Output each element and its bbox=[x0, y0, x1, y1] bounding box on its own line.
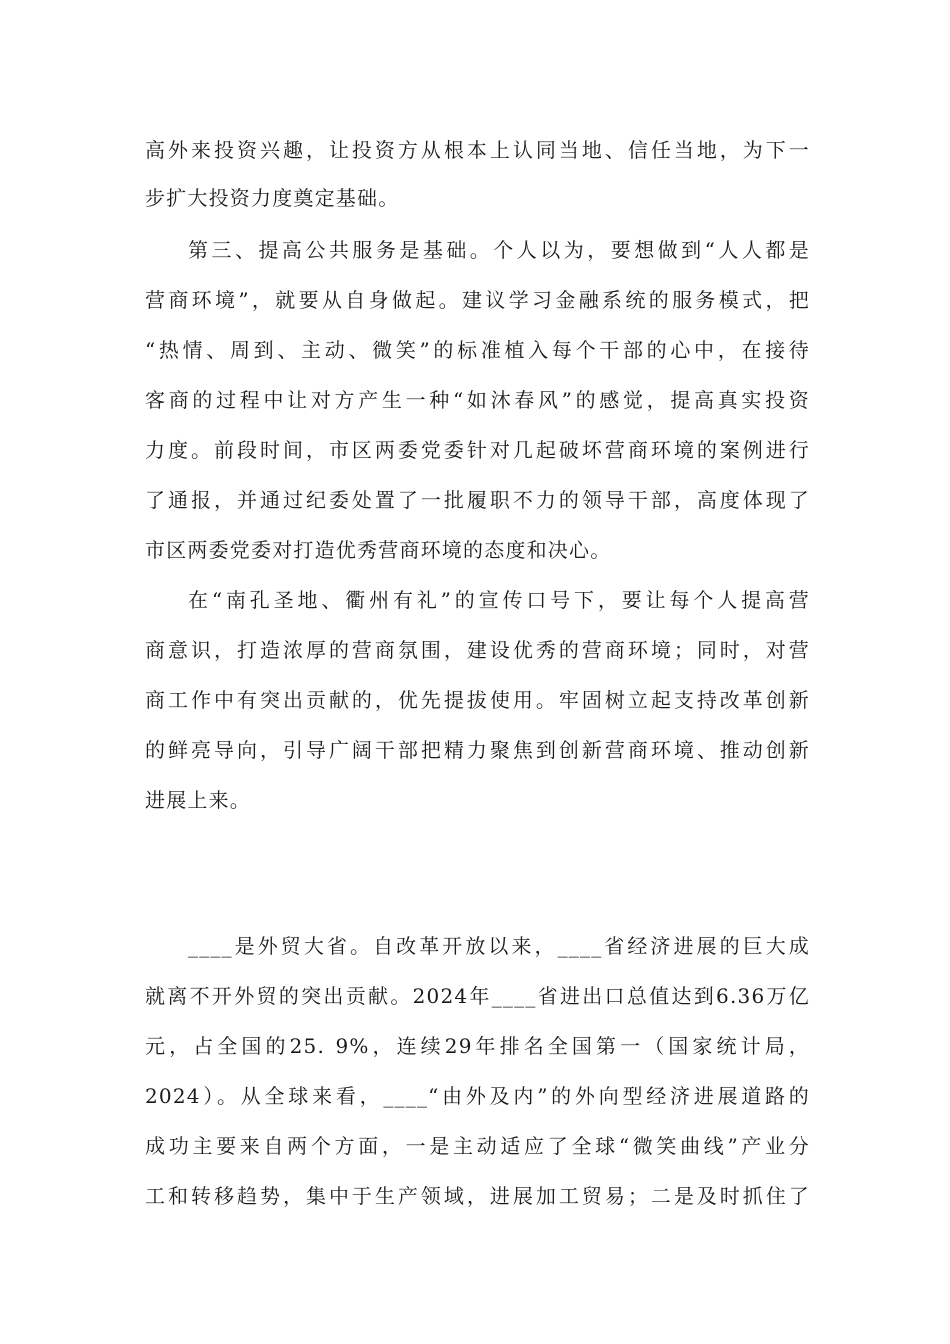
text-line: 步扩大投资力度奠定基础。 bbox=[145, 186, 400, 210]
text-line: “热情、周到、主动、微笑”的标准植入每个干部的心中，在接待 bbox=[145, 338, 810, 362]
text-line: 营商环境”，就要从自身做起。建议学习金融系统的服务模式，把 bbox=[145, 288, 810, 312]
text-line: 2024）。从全球来看，____“由外及内”的外向型经济进展道路的 bbox=[145, 1084, 810, 1108]
text-line: 成功主要来自两个方面，一是主动适应了全球“微笑曲线”产业分 bbox=[145, 1134, 810, 1158]
text-line: 市区两委党委对打造优秀营商环境的态度和决心。 bbox=[145, 538, 612, 562]
text-line: 的鲜亮导向，引导广阔干部把精力聚焦到创新营商环境、推动创新 bbox=[145, 738, 810, 762]
text-line: 在“南孔圣地、衢州有礼”的宣传口号下，要让每个人提高营 bbox=[188, 588, 810, 612]
text-line: 就离不开外贸的突出贡献。2024年____省进出口总值达到6.36万亿 bbox=[145, 984, 810, 1008]
text-line: 进展上来。 bbox=[145, 788, 251, 812]
text-line: 了通报，并通过纪委处置了一批履职不力的领导干部，高度体现了 bbox=[145, 488, 810, 512]
text-line: ____是外贸大省。自改革开放以来，____省经济进展的巨大成 bbox=[188, 934, 810, 958]
text-line: 高外来投资兴趣，让投资方从根本上认同当地、信任当地，为下一 bbox=[145, 138, 810, 162]
text-line: 商工作中有突出贡献的，优先提拔使用。牢固树立起支持改革创新 bbox=[145, 688, 810, 712]
text-line: 商意识，打造浓厚的营商氛围，建设优秀的营商环境；同时，对营 bbox=[145, 638, 810, 662]
text-line: 客商的过程中让对方产生一种“如沐春风”的感觉，提高真实投资 bbox=[145, 388, 810, 412]
text-line: 工和转移趋势，集中于生产领域，进展加工贸易；二是及时抓住了 bbox=[145, 1184, 810, 1208]
text-line: 第三、提高公共服务是基础。个人以为，要想做到“人人都是 bbox=[188, 238, 810, 262]
text-line: 力度。前段时间，市区两委党委针对几起破坏营商环境的案例进行 bbox=[145, 438, 810, 462]
text-line: 元，占全国的25. 9%，连续29年排名全国第一（国家统计局， bbox=[145, 1034, 810, 1058]
